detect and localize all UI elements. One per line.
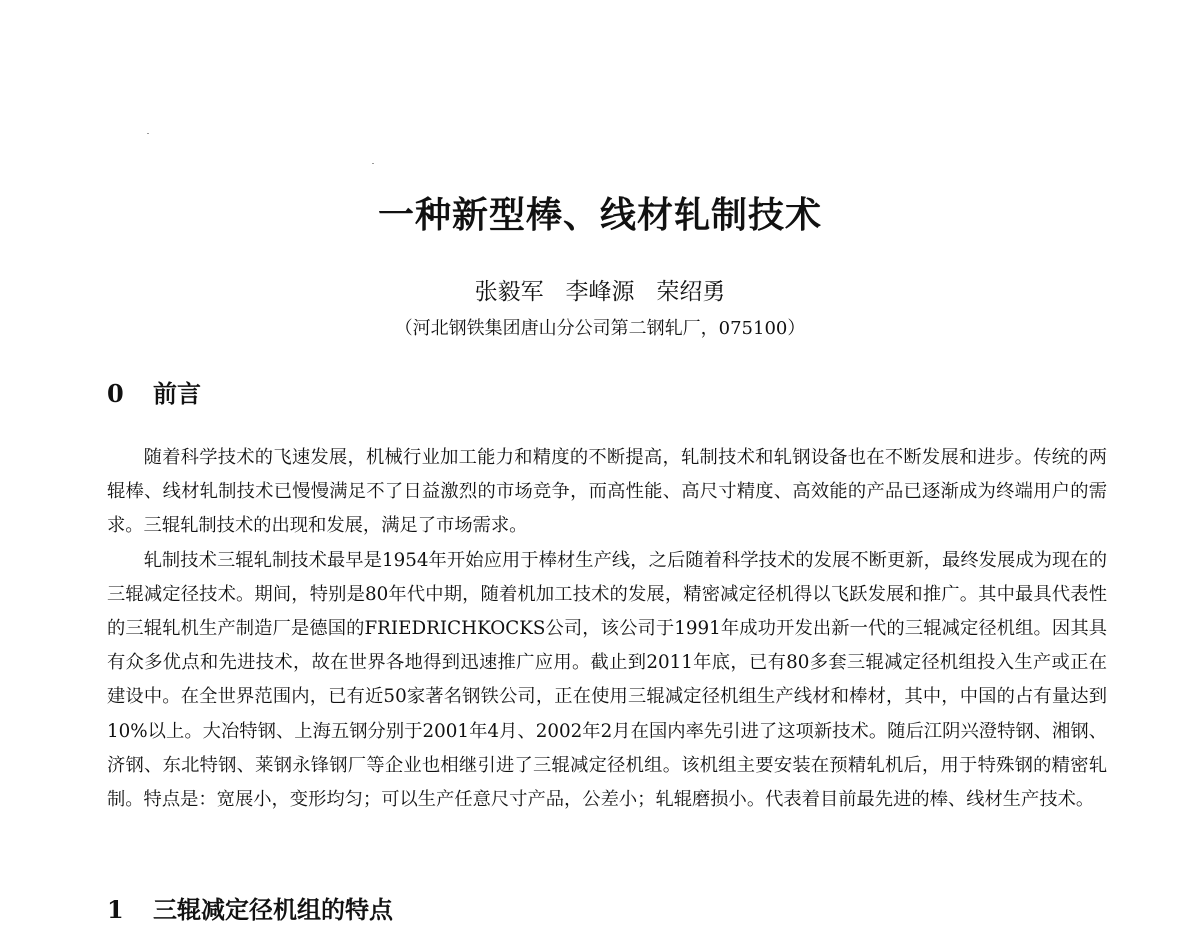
paper-title: 一种新型棒、线材轧制技术 — [377, 195, 822, 236]
section-heading-preface — [107, 377, 201, 411]
section-number: 0 — [107, 379, 124, 408]
section-number: 1 — [107, 895, 124, 924]
author-list: 张毅军 李峰源 荣绍勇 — [474, 279, 726, 305]
section-body-preface — [107, 441, 1107, 817]
section-heading-features — [107, 893, 393, 927]
section-title: 前言 — [153, 380, 201, 408]
scan-speck — [372, 163, 374, 164]
body-paragraph: 随着科学技术的飞速发展，机械行业加工能力和精度的不断提高，轧制技术和轧钢设备也在不断发展和进步。传统的两辊棒、线材轧制技术已慢慢满足不了日益激烈的市场竞争，而高性能、高尺寸精度、高效能的产品已逐渐成为终端用户的需求。三辊轧制技术的出现和发展，满足了市场需求。 — [107, 447, 1107, 537]
scan-speck — [147, 133, 149, 134]
affiliation: （河北钢铁集团唐山分公司第二钢轧厂，075100） — [394, 318, 806, 339]
body-paragraph: 轧制技术三辊轧制技术最早是1954年开始应用于棒材生产线，之后随着科学技术的发展不断更新，最终发展成为现在的三辊减定径技术。期间，特别是80年代中期，随着机加工技术的发展，精密减定径机得以飞跃发展和推广。其中最具代表性的三辊轧机生产制造厂是德国的FRIEDRICHKOCKS公司，该公司于1991年成功开发出新一代的三辊减定径机组。因其具有众多优点和先进技术，故在世界各地得到迅速推广应用。截止到2011年底，已有80多套三辊减定径机组投入生产或正在建设中。在全世界范围内，已有近50家著名钢铁公司，正在使用三辊减定径机组生产线材和棒材，其中，中国的占有量达到10%以上。大冶特钢、上海五钢分别于2001年4月、2002年2月在国内率先引进了这项新技术。随后江阴兴澄特钢、湘钢、济钢、东北特钢、莱钢永锋钢厂等企业也相继引进了三辊减定径机组。该机组主要安装在预精轧机后，用于特殊钢的精密轧制。特点是：宽展小，变形均匀；可以生产任意尺寸产品，公差小；轧辊磨损小。代表着目前最先进的棒、线材生产技术。 — [107, 549, 1107, 811]
section-title: 三辊减定径机组的特点 — [153, 896, 393, 924]
